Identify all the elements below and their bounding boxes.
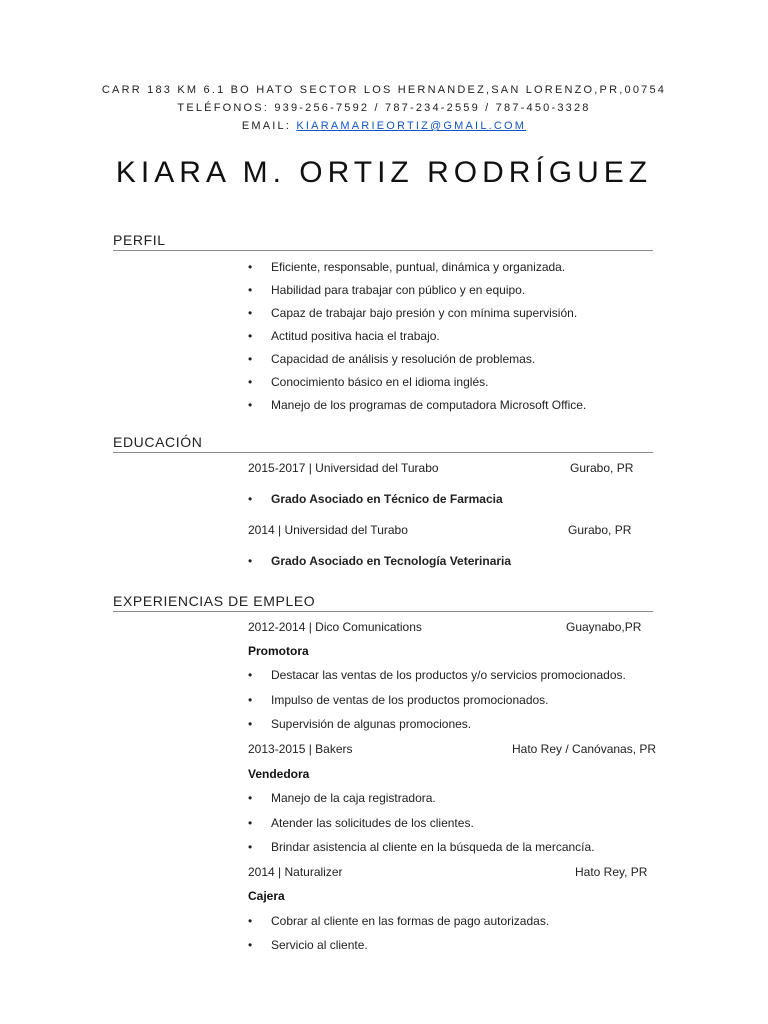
candidate-name: KIARA M. ORTIZ RODRÍGUEZ <box>115 156 653 189</box>
education-location: Gurabo, PR <box>570 461 634 475</box>
job-role: Vendedora <box>248 767 310 781</box>
bullet-icon: • <box>248 554 253 568</box>
bullet-icon: • <box>248 914 253 928</box>
contact-address: CARR 183 KM 6.1 BO HATO SECTOR LOS HERNANDEZ,SAN LORENZO,PR,00754 <box>101 84 667 96</box>
bullet-icon: • <box>248 492 253 506</box>
bullet-icon: • <box>248 840 253 854</box>
job-location: Hato Rey, PR <box>575 865 648 879</box>
education-heading: 2015-2017 | Universidad del Turabo <box>248 461 439 475</box>
bullet-icon: • <box>248 668 253 682</box>
bullet-icon: • <box>248 375 253 389</box>
job-heading: 2012-2014 | Dico Comunications <box>248 620 422 634</box>
bullet-icon: • <box>248 283 253 297</box>
education-heading: 2014 | Universidad del Turabo <box>248 523 408 537</box>
job-role: Promotora <box>248 644 309 658</box>
job-heading: 2013-2015 | Bakers <box>248 742 353 756</box>
bullet-icon: • <box>248 938 253 952</box>
job-location: Hato Rey / Canóvanas, PR <box>512 742 657 756</box>
job-location: Guaynabo,PR <box>566 620 642 634</box>
contact-phones: TELÉFONOS: 939-256-7592 / 787-234-2559 / 787-450-3328 <box>177 102 591 114</box>
education-location: Gurabo, PR <box>568 523 632 537</box>
section-title-educacion: EDUCACIÓN <box>113 433 653 453</box>
email-link[interactable]: KIARAMARIEORTIZ@GMAIL.COM <box>296 120 527 132</box>
job-heading: 2014 | Naturalizer <box>248 865 343 879</box>
bullet-icon: • <box>248 352 253 366</box>
bullet-icon: • <box>248 816 253 830</box>
bullet-icon: • <box>248 329 253 343</box>
bullet-icon: • <box>248 398 253 412</box>
bullet-icon: • <box>248 717 253 731</box>
bullet-icon: • <box>248 260 253 274</box>
section-title-empleo: EXPERIENCIAS DE EMPLEO <box>113 592 653 612</box>
section-title-perfil: PERFIL <box>113 231 653 251</box>
bullet-icon: • <box>248 791 253 805</box>
bullet-icon: • <box>248 693 253 707</box>
contact-email-line <box>0 120 768 132</box>
bullet-icon: • <box>248 306 253 320</box>
job-role: Cajera <box>248 889 285 903</box>
email-label: EMAIL: <box>241 120 292 132</box>
